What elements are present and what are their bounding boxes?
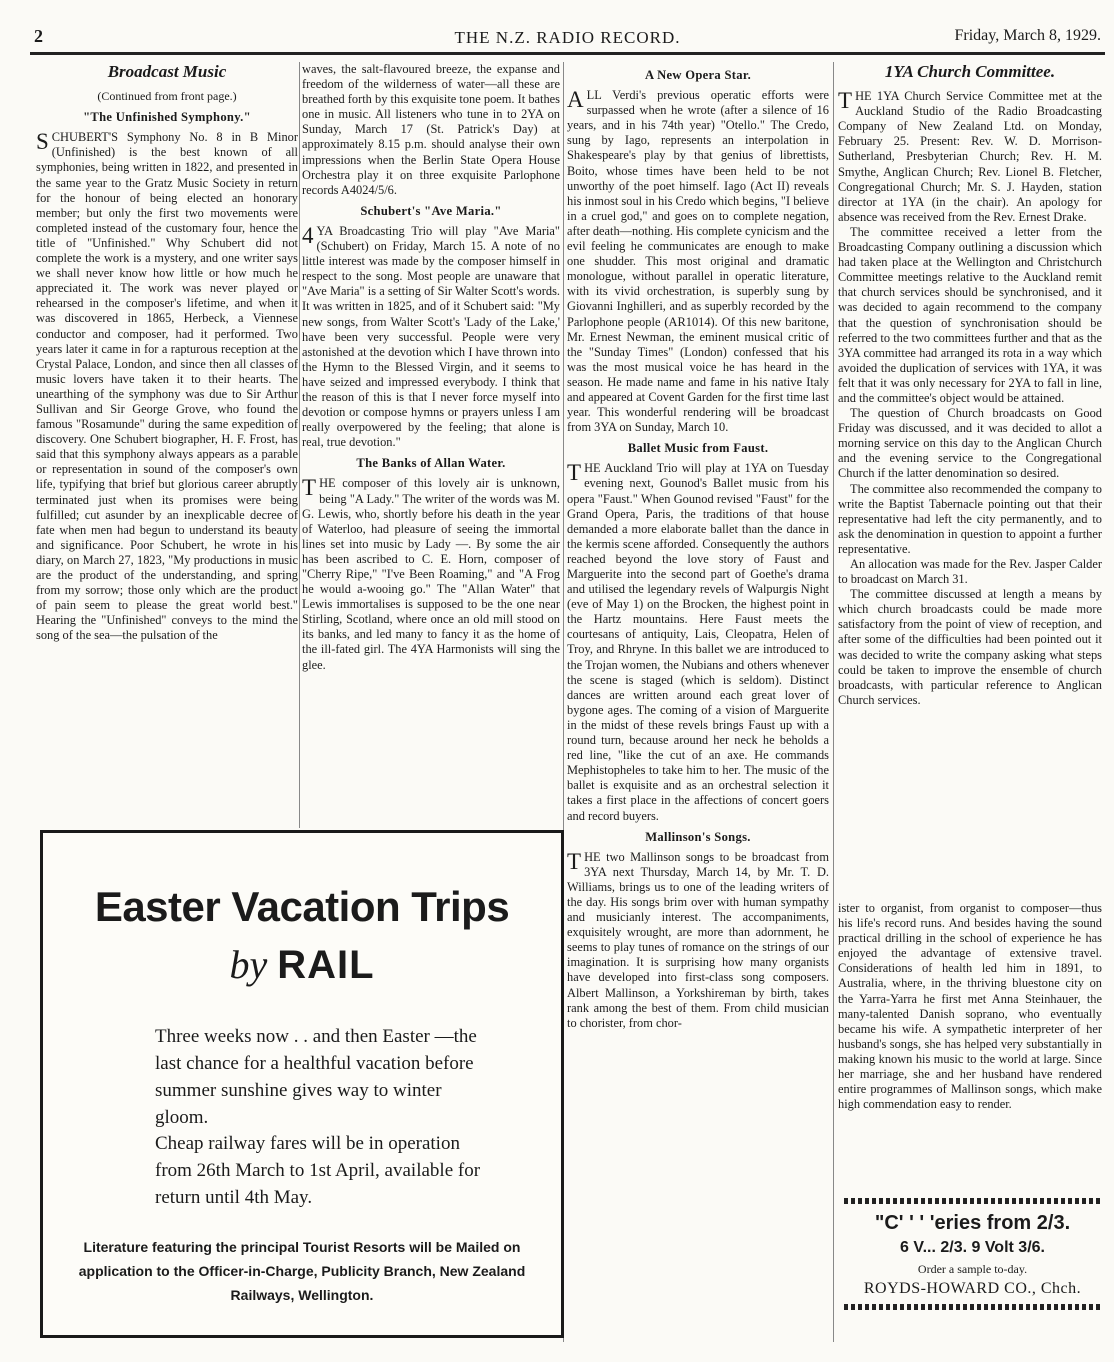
faust-text: THE Auckland Trio will play at 1YA on Tuesday evening next, Gounod's Ballet music from his opera "Faust." When Gounod revised "Faust" for the Grand Opera, Paris, the traditions of that house demanded a more elaborate ballet than the dance in the kermis scene afforded. Consequently the authors reached beyond the love story of Faust and Marguerite into the second part of Goethe's drama and utilised the legendary revels of Walpurgis Night (eve of May 1) on the Brocken, the highest point in the Hartz mountains. Here Faust meets the courtesans of antiquity, Lais, Cleopatra, Helen of Troy, and Rhryne. In this ballet we are introduced to the Trojan women, the Nubians and others whenever the scene is staged (which is seldom). Distinct dances are written around each great lover of bygone ages. The coming of a vision of Marguerite in the midst of these revels brings Faust up with a round turn, because around her neck he beholds a red line, "like the cut of an axe. He commands Mephistopheles to take him to her. The music of the ballet is exquisite and as an orchestral selection it takes a first place in the affections of concert goers and record buyers.	[567, 460, 829, 823]
ave-maria-text: 4YA Broadcasting Trio will play "Ave Maria" (Schubert) on Friday, March 15. A note of no little interest was made by the composer himself in respect to the song. Most people are unaware that "Ave Maria" is a setting of Sir Walter Scott's words. It was written in 1825, and of it Schubert said: "My new songs, from Walter Scott's 'Lady of the Lake,' have been very successful. People were very astonished at the devotion which I have thrown into the Hymn to the Blessed Virgin, and it seems to have seized and impressed everybody. I think that the reason of this is that I never force myself into devotion or compose hymns or prayers unless I am really overpowered by the feeling; that alone is real, true devotion."	[302, 222, 560, 450]
rail-ad-title: Easter Vacation Trips	[94, 883, 510, 930]
mallinson-heading: Mallinson's Songs.	[645, 829, 751, 844]
battery-ad-company: ROYDS-HOWARD CO., Chch.	[863, 1280, 1082, 1297]
zigzag-border	[844, 1198, 1101, 1204]
zigzag-border	[844, 1304, 1101, 1310]
opera-star-heading: A New Opera Star.	[644, 68, 752, 82]
column-divider	[299, 62, 300, 828]
column-2	[302, 62, 560, 673]
ave-maria-heading: Schubert's "Ave Maria."	[360, 203, 502, 218]
masthead: THE N.Z. RADIO RECORD.	[454, 28, 681, 47]
rail-ad-footer: Literature featuring the principal Tourist Resorts will be Mailed on application to the Officer-in-Charge, Publicity Branch, New Zealand Railways, Wellington.	[78, 1239, 526, 1303]
column-4	[838, 62, 1102, 708]
rail-ad-rail: RAIL	[277, 943, 375, 987]
allan-water-heading: The Banks of Allan Water.	[356, 456, 506, 471]
rail-ad-body-1: Three weeks now . . and then Easter —the last chance for a healthful vacation before summer sunshine gives way to winter gloom.	[155, 1026, 477, 1128]
battery-ad-headline: "C' ' ' 'eries from 2/3.	[874, 1212, 1071, 1234]
header-rule	[30, 52, 1105, 55]
battery-ad-order: Order a sample to-day.	[917, 1262, 1028, 1276]
unfinished-heading: "The Unfinished Symphony."	[83, 110, 251, 125]
rail-advertisement	[40, 830, 564, 1338]
battery-ad-prices: 6 V... 2/3. 9 Volt 3/6.	[900, 1239, 1045, 1256]
church-p2: The committee received a letter from the Broadcasting Company outlining a discussion which had taken place at the Wellington and Christchurch Committee meetings relative to the Auckland remit that church services should be synchronised, and it was decided to again recommend to the company that the question of synchronisation should be referred to the two committees further and that as the 3YA committee had arranged its rota in a way which avoided the duplication of services with 1YA, it was felt that it was only necessary for 2YA to fall in line, and the committee's object would be attained.	[838, 224, 1102, 405]
church-p4: The committee also recommended the company to write the Baptist Tabernacle pointing out that their representative had left the city permanently, and to ask the denomination in question to appoint a further representative.	[838, 481, 1102, 556]
mallinson-text: THE two Mallinson songs to be broadcast from 3YA next Thursday, March 14, by Mr. T. D. Williams, brings us to one of the leading writers of the day. His songs brim over with human sympathy and musicianly interest. The accompaniments, exquisitely wrought, are more than adornment, he seems to play tunes of romance on the strings of our imagination. It is surprising how many organists have developed into first-class song composers. Albert Mallinson, a Yorkshireman by birth, takes rank among the best of them. From child musician to chorister, from chor-	[567, 848, 829, 1030]
unfinished-text: SCHUBERT'S Symphony No. 8 in B Minor (Unfinished) is the best known of all symphonies, being written in 1822, and presented in the same year to the Gratz Music Society in return for the honour of being elected an honorary member; but only the first two movements were completed instead of the customary four, hence the title of "Unfinished." Why Schubert did not complete the work is a mystery, and one writer says we shall never know how little or how much he appreciated it. The work was never played or rehearsed in the composer's lifetime, and when it was discovered in 1865, Herbeck, a Viennese conductor and composer, had it performed. Two years later it came in for a rapturous reception at the Crystal Palace, London, and since then all classes of music lovers have taken it to their hearts. The unearthing of the symphony was due to Sir Arthur Sullivan and Sir George Grove, who found the famous "Rosamunde" during the same expedition of discovery. One Schubert biographer, H. F. Frost, has said that this symphony always appears as a parable or representation in sound of the composer's own life, typifying that brief but glorious career abruptly terminated just when its promises were being fulfilled; cut asunder by an inexplicable decree of fate when men had begun to understand its beauty and significance. Poor Schubert, he wrote in his diary, on March 27, 1823, "My productions in music are the product of the understanding, and spring from my sorrow; those only which are the product of pain seem to please the great world best." Hearing the "Unfinished" conveys to the mind the song of the sea—the pulsation of the	[36, 129, 298, 643]
column-1	[36, 62, 298, 643]
column-3	[567, 62, 829, 1031]
opera-star-text: ALL Verdi's previous operatic efforts were surpassed when he wrote (after a silence of 16 years, and in his 74th year) "Otello." The Credo, sung by Iago, represents an interpolation in Shakespeare's play by that genius of librettists, Boito, whose times have been held to be not unworthy of the poet himself. Iago (Act II) reveals his inmost soul in his Credo which begins, "I believe in a cruel god," and goes on to complete negation, after death—nothing. His complete cynicism and the evil feeling he communicates are enough to make one shudder. This most original and dramatic monologue, without parallel in operatic literature, with its vivid orchestration, is superbly sung by Giovanni Inghilleri, and as superbly recorded by the Parlophone people (AR1014). Of this new baritone, Mr. Ernest Newman, the eminent musical critic of the "Sunday Times" (London) confessed that his was the most musical voice he has heard in the season. He made name and fame in his native Italy and appeared at Covent Garden for the first time last year. This wonderful rendering will be broadcast from 3YA on Sunday, March 10.	[567, 87, 829, 435]
church-committee-title: 1YA Church Committee.	[884, 62, 1056, 81]
issue-date: Friday, March 8, 1929.	[954, 27, 1101, 44]
church-p3: The question of Church broadcasts on Good Friday was discussed, and it was decided to allot a morning service on this day to the Anglican Church and the evening service to the Congregational Church if the latter denomination so desired.	[838, 406, 1102, 481]
rail-ad-subtitle	[43, 941, 561, 988]
page-header	[30, 26, 1105, 50]
church-p1: THE 1YA Church Service Committee met at the Auckland Studio of the Radio Broadcasting Company of New Zealand Ltd. on Monday, February 25. Present: Rev. W. D. Morrison-Sutherland, Presbyterian Church; Rev. H. M. Smythe, Anglican Church; Rev. Lionel B. Fletcher, Congregational Church; Mr. S. J. Hayden, station director at 1YA (in the chair). An apology for absence was received from the Rev. Ernest Drake.	[838, 88, 1102, 224]
rail-ad-by: by	[229, 942, 268, 987]
continued-note: (Continued from front page.)	[97, 89, 237, 104]
allan-water-text: THE composer of this lovely air is unknown, being "A Lady." The writer of the words was M. G. Lewis, who, shortly before his death in the year of Waterloo, had pleasure of seeing the immortal lines set into music by Lady —. By some the air has been ascribed to C. E. Horn, composer of "Cherry Ripe," "I've Been Roaming," and "A Frog he would a-wooing go." The "Allan Water" that Lewis immortalises is supposed to be the one near Stirling, Scotland, where once an old mill stood on its banks, and led many to fancy it as the home of the ill-fated girl. The 4YA Harmonists will sing the glee.	[302, 475, 560, 672]
mallinson-text-cont	[838, 901, 1102, 1112]
church-p6: The committee discussed at length a means by which church broadcasts could be made more satisfactory from the point of view of reception, and after some of the difficulties had been pointed out it was decided to write the company asking what steps could be taken to improve the ensemble of church broadcasts, with particular reference to Anglican Church services.	[838, 587, 1102, 707]
battery-advertisement	[840, 1192, 1105, 1342]
rail-ad-body-2: Cheap railway fares will be in operation from 26th March to 1st April, available for return until 4th May.	[155, 1133, 481, 1208]
unfinished-text-cont: waves, the salt-flavoured breeze, the expanse and freedom of the wilderness of water—all these are breathed forth by this exquisite tone poem. It bathes one in music. All listeners who tune in to 2YA on Sunday, March 17 (St. Patrick's Day) at approximately 8.15 p.m. should analyse their own impressions when the Berlin State Opera House Orchestra play it on three exquisite Parlophone records A4024/5/6.	[302, 62, 560, 197]
broadcast-music-title: Broadcast Music	[107, 62, 227, 81]
column-divider	[833, 62, 834, 1342]
page-number: 2	[34, 26, 43, 46]
church-p5: An allocation was made for the Rev. Jasper Calder to broadcast on March 31.	[838, 557, 1102, 587]
mallinson-text-cont-para: ister to organist, from organist to composer—thus his life's record runs. And besides having the sound practical drilling in the school of experience he has enjoyed the advantage of extensive travel. Considerations of health led him in 1891, to Australia, where, in the thriving bluestone city on the Yarra-Yarra he first met Anna Steinhauer, the many-talented Danish soprano, who eventually became his wife. A sympathetic interpreter of her husband's songs, she has helped very substantially in making known his music to the world at large. Since her marriage, she and her husband have rendered entire programmes of Mallinson songs, which make high commendation easy to render.	[838, 901, 1102, 1112]
faust-heading: Ballet Music from Faust.	[627, 441, 769, 456]
